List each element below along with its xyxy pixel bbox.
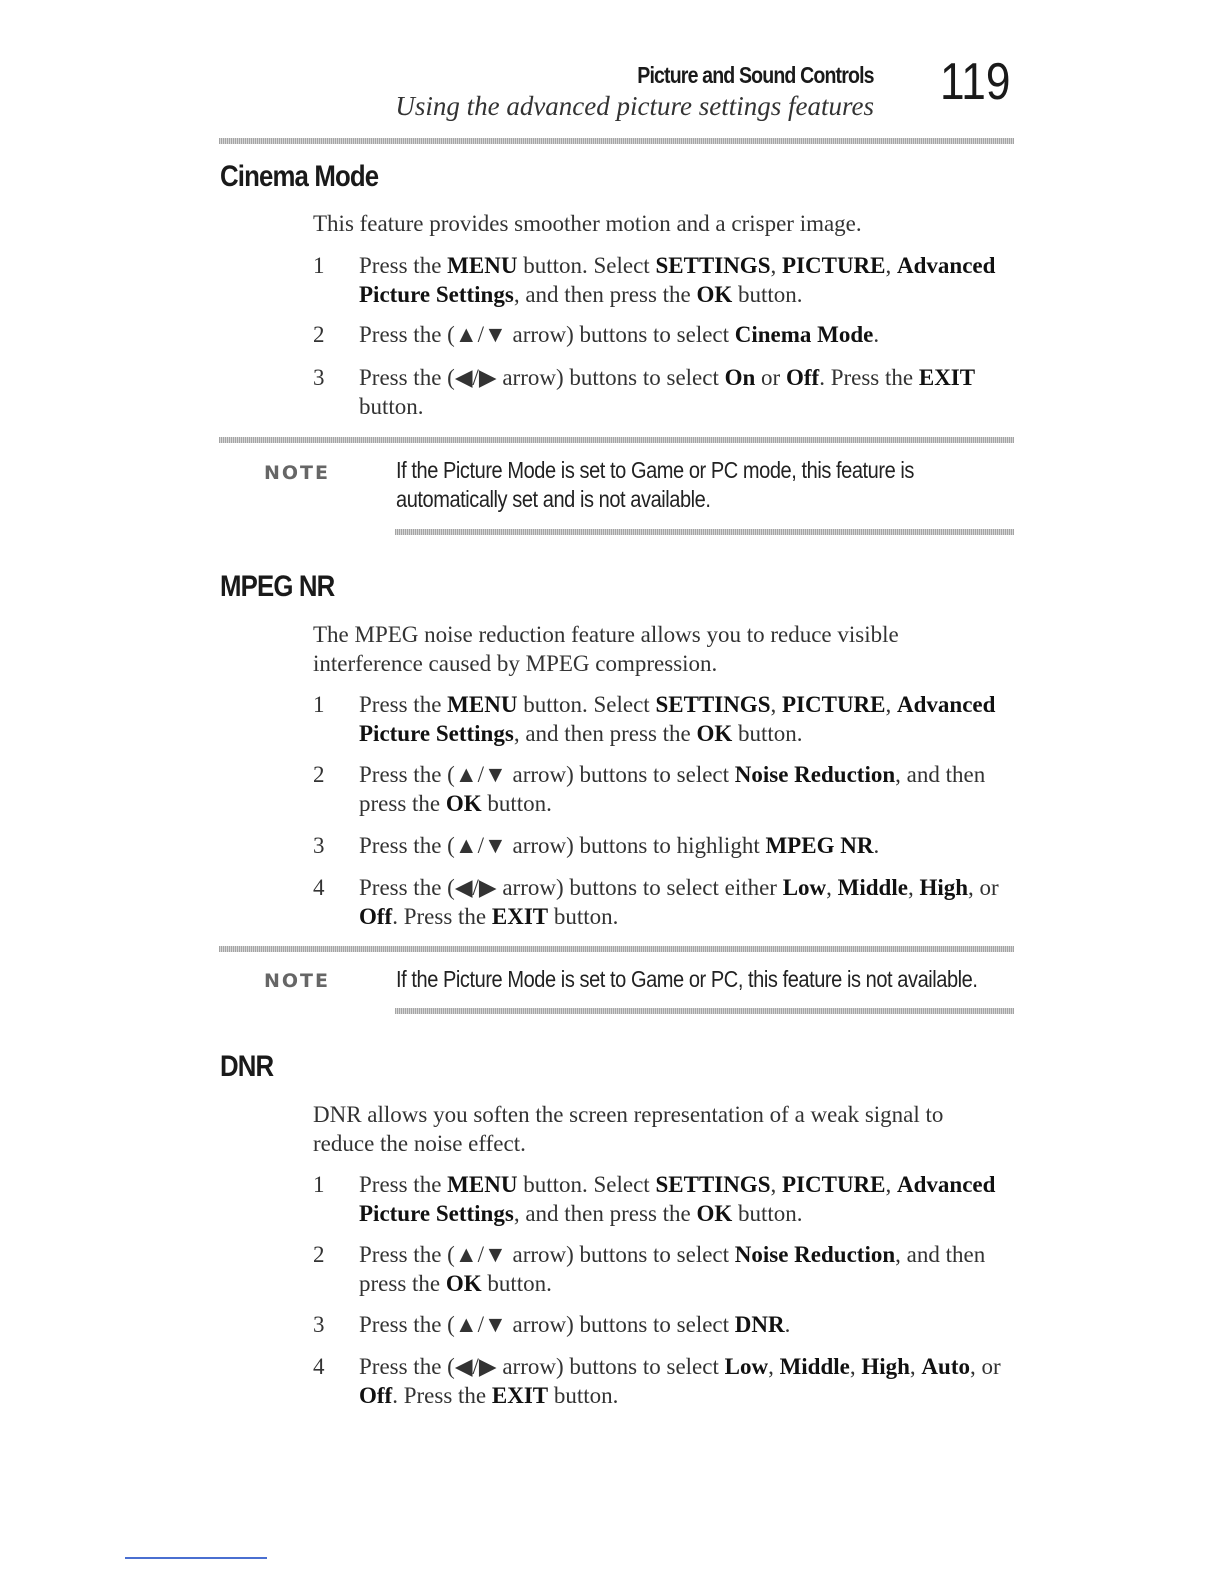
list-item	[313, 760, 1013, 818]
note-text	[396, 456, 940, 514]
step-number: 3	[313, 365, 325, 390]
step-text: Press the (▲/▼ arrow) buttons to highlight MPEG NR.	[359, 833, 880, 858]
heading-mpeg-nr: MPEG NR	[220, 570, 335, 603]
step-text: Press the MENU button. Select SETTINGS, PICTURE, Advanced Picture Settings, and then press the OK button.	[359, 1172, 996, 1226]
intro-paragraph: DNR allows you soften the screen representation of a weak signal to reduce the noise effect.	[313, 1102, 944, 1156]
heading-dnr: DNR	[220, 1050, 274, 1083]
note-top-rule	[219, 437, 1014, 443]
list-item	[313, 1170, 1013, 1228]
step-number: 2	[313, 322, 325, 347]
page-number: 119	[940, 53, 1011, 111]
step-number: 1	[313, 1172, 325, 1197]
heading-cinema-mode: Cinema Mode	[220, 160, 379, 193]
footer-link-line	[125, 1557, 267, 1559]
note-line: automatically set and is not available.	[396, 486, 711, 512]
intro-paragraph: This feature provides smoother motion and a crisper image.	[313, 211, 862, 236]
note-label: NOTE	[264, 970, 330, 992]
note-bottom-rule	[395, 1008, 1014, 1014]
note-text	[396, 965, 978, 994]
note-line: If the Picture Mode is set to Game or PC mode, this feature is	[396, 457, 914, 483]
step-text: Press the MENU button. Select SETTINGS, PICTURE, Advanced Picture Settings, and then press the OK button.	[359, 692, 996, 746]
note-bottom-rule	[395, 529, 1014, 535]
step-text: Press the (▲/▼ arrow) buttons to select Noise Reduction, and then press the OK button.	[359, 1242, 986, 1296]
step-number: 1	[313, 692, 325, 717]
list-item	[313, 873, 1013, 931]
step-text: Press the (▲/▼ arrow) buttons to select Noise Reduction, and then press the OK button.	[359, 762, 986, 816]
step-text: Press the (◀/▶ arrow) buttons to select Low, Middle, High, Auto, or Off. Press the EXIT button.	[359, 1354, 1001, 1408]
step-number: 2	[313, 762, 325, 787]
step-number: 3	[313, 833, 325, 858]
list-item	[313, 690, 1013, 748]
note-label: NOTE	[264, 462, 330, 484]
section-title: Picture and Sound Controls	[637, 62, 874, 88]
step-text: Press the (▲/▼ arrow) buttons to select DNR.	[359, 1312, 791, 1337]
running-header	[395, 62, 874, 122]
header-rule	[219, 138, 1014, 144]
list-item	[313, 1240, 1013, 1298]
note-line: If the Picture Mode is set to Game or PC, this feature is not available.	[396, 966, 978, 992]
subsection-title: Using the advanced picture settings features	[395, 91, 874, 121]
list-item	[313, 831, 1013, 860]
step-number: 4	[313, 1354, 325, 1379]
list-item	[313, 251, 1013, 309]
step-text: Press the (▲/▼ arrow) buttons to select Cinema Mode.	[359, 322, 880, 347]
list-item	[313, 320, 1013, 349]
step-number: 4	[313, 875, 325, 900]
step-text: Press the (◀/▶ arrow) buttons to select either Low, Middle, High, or Off. Press the EXIT button.	[359, 875, 999, 929]
list-item	[313, 363, 1013, 421]
list-item	[313, 1352, 1013, 1410]
step-text: Press the (◀/▶ arrow) buttons to select On or Off. Press the EXIT button.	[359, 365, 976, 419]
note-top-rule	[219, 946, 1014, 952]
step-number: 1	[313, 253, 325, 278]
step-number: 3	[313, 1312, 325, 1337]
list-item	[313, 1310, 1013, 1339]
intro-paragraph: The MPEG noise reduction feature allows you to reduce visible interference caused by MPEG compression.	[313, 622, 899, 676]
step-text: Press the MENU button. Select SETTINGS, PICTURE, Advanced Picture Settings, and then press the OK button.	[359, 253, 996, 307]
step-number: 2	[313, 1242, 325, 1267]
